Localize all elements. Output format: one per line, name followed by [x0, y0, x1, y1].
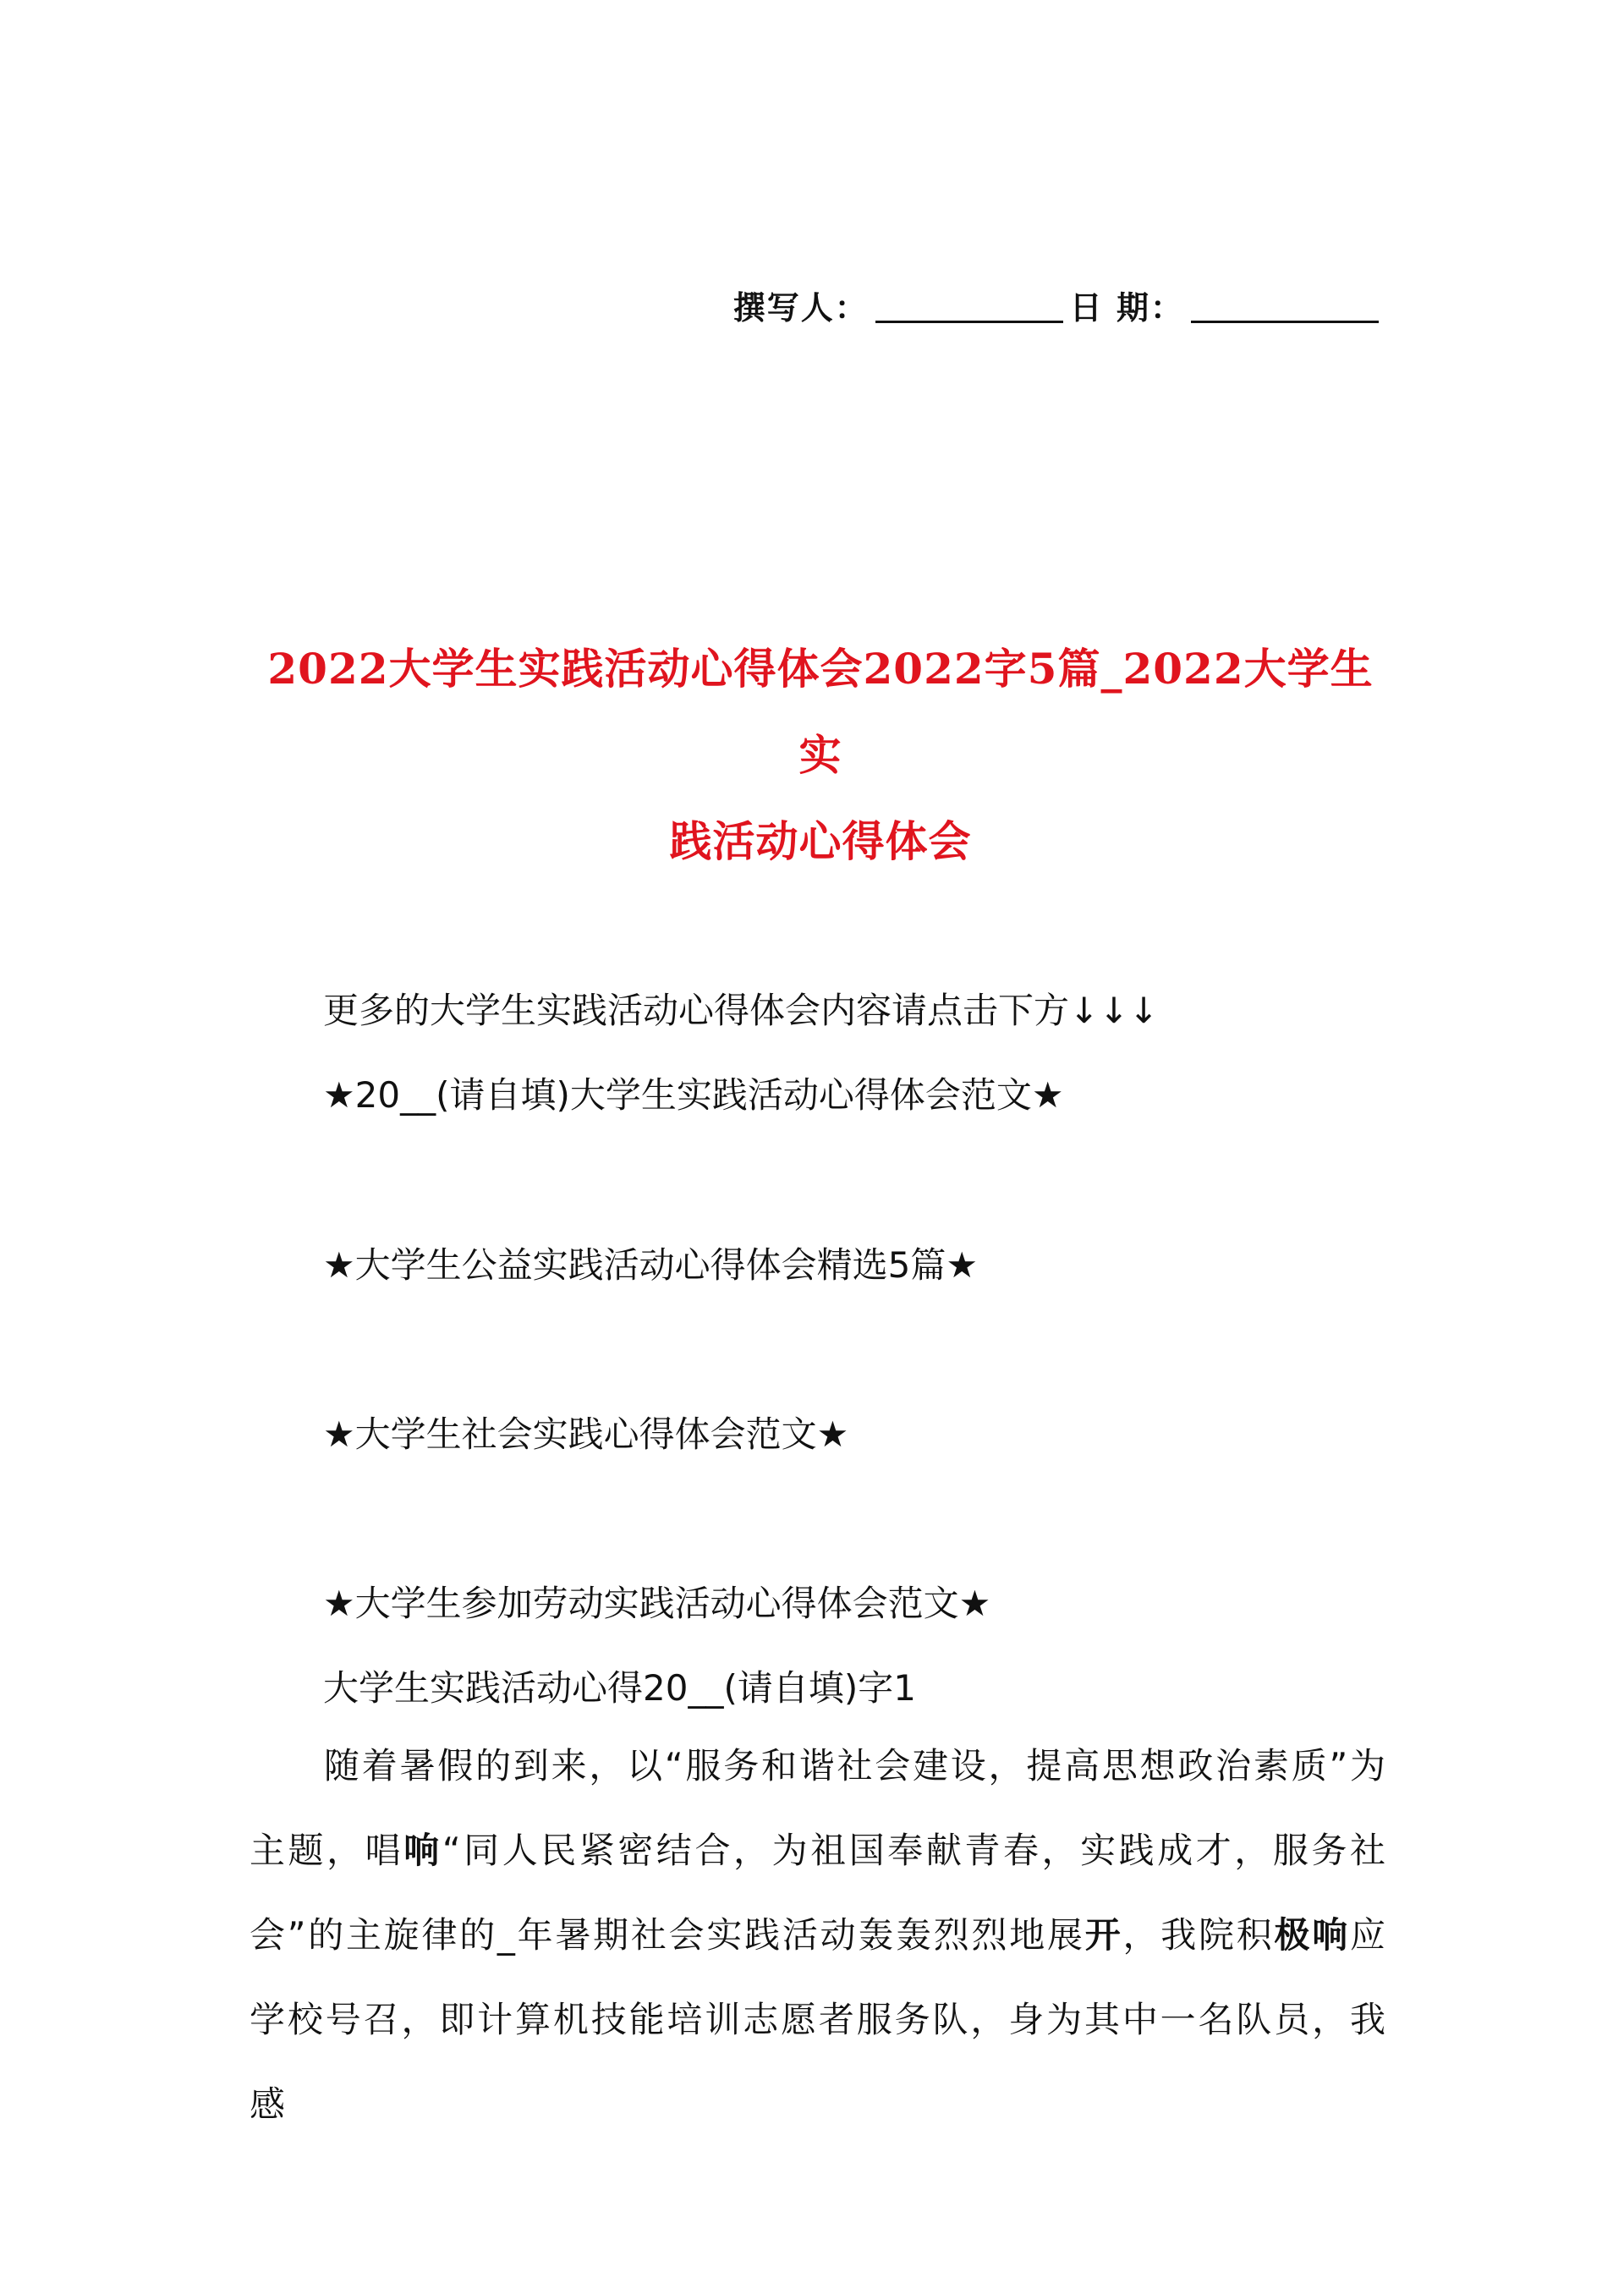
link-item[interactable]: ★大学生公益实践活动心得体会精选5篇★	[323, 1244, 979, 1286]
date-label: 日 期：	[1069, 289, 1184, 327]
paragraph-bold-text: 极响	[1274, 1914, 1350, 1956]
paragraph-text: 随着暑假的到来，以“服务和谐社会建设，提高思想政治素质”为主题，唱	[250, 1745, 1387, 1871]
title-line-2: 践活动心得体会	[669, 816, 972, 866]
paragraph-text: “同人民紧密结合，为祖国奉献青春，实践成才，服务社会”的主旋律的_年暑期社会实践活动轰轰烈烈地展	[250, 1830, 1387, 1956]
body-paragraph	[250, 1724, 1387, 2147]
paragraph-bold-text: 开	[1084, 1914, 1123, 1956]
paragraph-text: ，我院积	[1122, 1914, 1275, 1956]
author-blank	[875, 290, 1063, 323]
document-title	[254, 626, 1387, 885]
date-blank	[1191, 290, 1379, 323]
link-item[interactable]: ★大学生参加劳动实践活动心得体会范文★	[323, 1583, 991, 1624]
link-item[interactable]: ★20__(请自填)大学生实践活动心得体会范文★	[323, 1074, 1064, 1116]
author-label: 撰写人：	[732, 289, 869, 327]
paragraph-text: 应学校号召，即计算机技能培训志愿者服务队，身为其中一名队员，我感	[250, 1914, 1387, 2125]
paragraph-bold-text: 响	[403, 1830, 442, 1871]
link-item[interactable]: ★大学生社会实践心得体会范文★	[323, 1413, 849, 1455]
title-line-1: 2022大学生实践活动心得体会2022字5篇_2022大学生实	[267, 644, 1374, 780]
byline	[733, 282, 1385, 328]
section-heading: 大学生实践活动心得20__(请自填)字1	[323, 1667, 916, 1709]
intro-text: 更多的大学生实践活动心得体会内容请点击下方↓↓↓	[323, 990, 1159, 1031]
